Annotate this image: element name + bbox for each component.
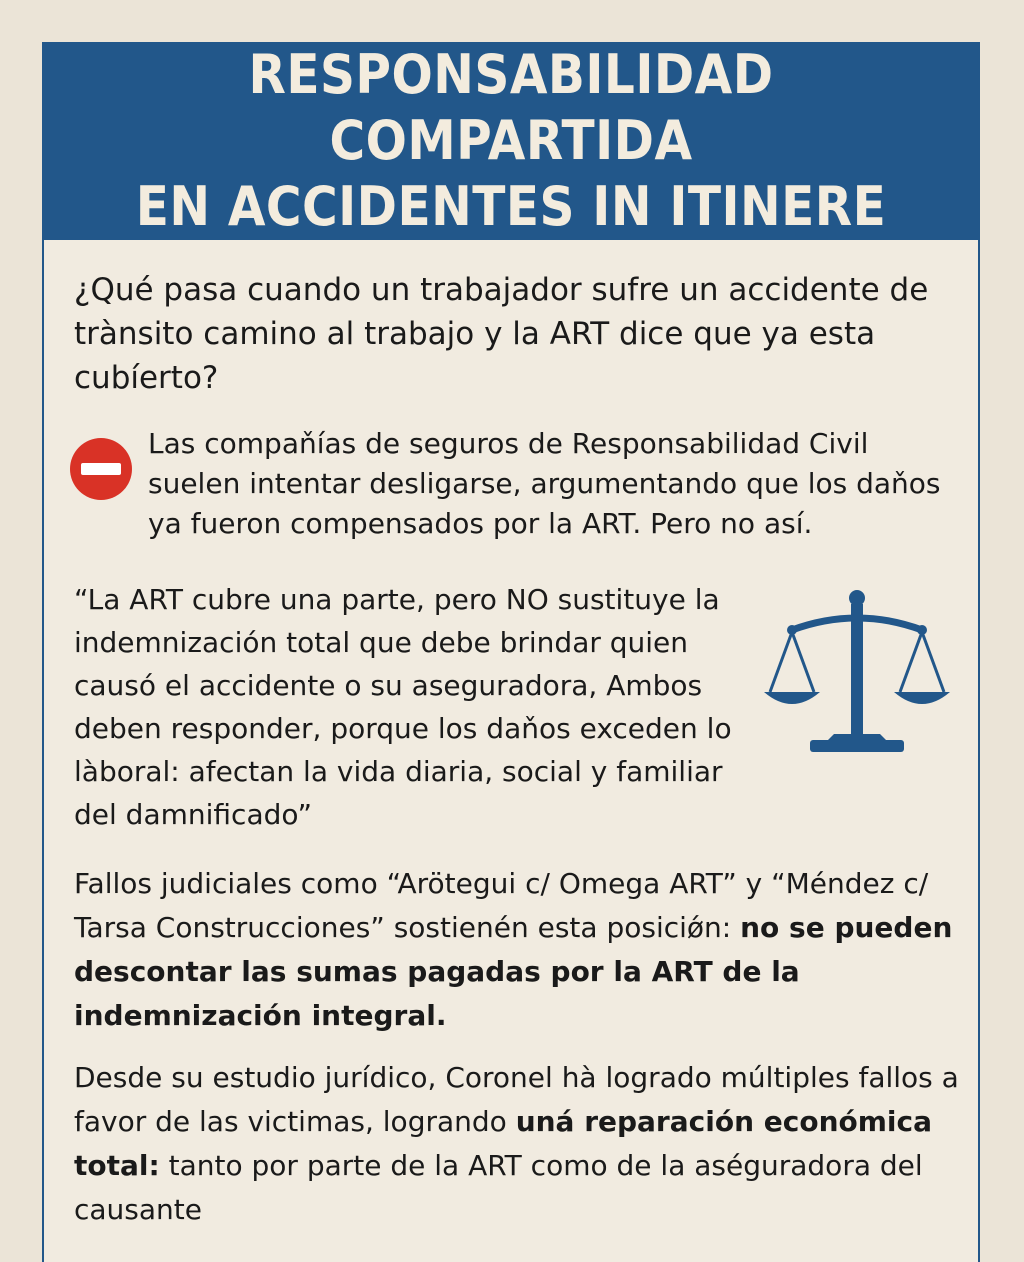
title-line-2: EN ACCIDENTES IN ITINERE	[135, 175, 887, 238]
closing-paragraph	[74, 1056, 964, 1232]
quote-text: “La ART cubre una parte, pero NO sustituye la indemnización total que debe brindar quien causó el accidente o su aseguradora, Ambos deben responder, porque los daňos exceden lo làboral: afectan la vida diaria, social y familiar del damnificado”	[74, 583, 732, 831]
page-title	[89, 42, 933, 240]
court-rulings-paragraph	[74, 862, 964, 1038]
title-line-1: RESPONSABILIDAD COMPARTIDA	[248, 43, 774, 172]
intro-question: ¿Qué pasa cuando un trabajador sufre un accidente de trànsito camino al trabajo y la ART dice que ya esta cubíerto?	[74, 272, 929, 396]
scales-of-justice-icon	[762, 588, 952, 758]
closing-text-before: Desde su estudio jurídico, Coronel hà logrado múltiples fallos a favor de las victimas, logrando	[74, 1061, 959, 1138]
closing-text-after: tanto por parte de la ART como de la aséguradora del causante	[74, 1149, 923, 1226]
rulings-text: Fallos judiciales como “Arötegui c/ Omega ART” y “Méndez c/ Tarsa Construcciones” sostienén esta posiciǿn:	[74, 867, 929, 944]
title-banner	[42, 42, 980, 240]
no-entry-icon	[70, 438, 132, 500]
rulings-bold-text: no se pueden descontar las sumas pagadas por la ART de la indemnización integral.	[74, 911, 953, 1032]
warning-text: Las compaňías de seguros de Responsabilidad Civil suelen intentar desligarse, argumentando que los daňos ya fueron compensados por la ART. Pero no así.	[148, 427, 941, 540]
closing-bold-text: uná reparación económica total:	[74, 1105, 933, 1182]
